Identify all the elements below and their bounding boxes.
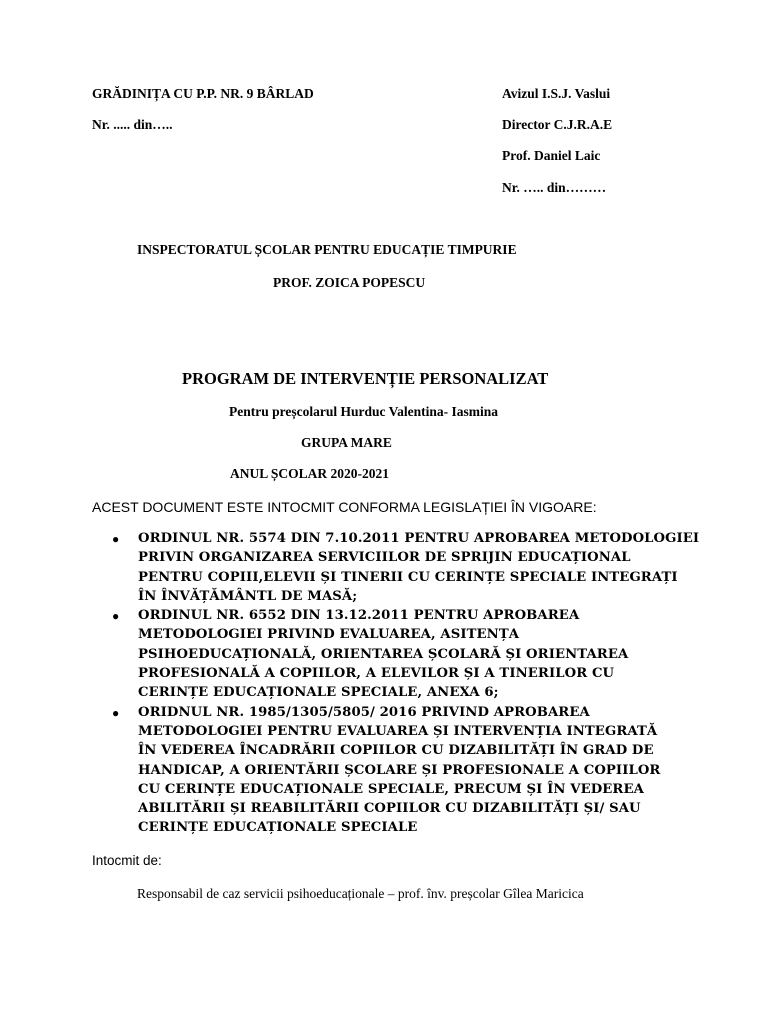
list-item-line: METODOLOGIEI PENTRU EVALUAREA ȘI INTERVENȚIA INTEGRATĂ: [138, 723, 658, 739]
bullet-icon: ●: [112, 705, 120, 720]
list-item-line: CERINȚE EDUCAȚIONALE SPECIALE, ANEXA 6;: [138, 685, 499, 701]
institution-name: GRĂDINIȚA CU P.P. NR. 9 BÂRLAD: [92, 86, 314, 101]
legislation-list: [112, 529, 712, 838]
approval-line: Avizul I.S.J. Vaslui: [502, 86, 611, 101]
list-item-line: ABILITĂRII ȘI REABILITĂRII COPIILOR CU DIZABILITĂȚI ȘI/ SAU: [138, 801, 641, 817]
list-item-line: ORDINUL NR. 6552 DIN 13.12.2011 PENTRU APROBAREA: [138, 608, 580, 624]
legislation-intro: ACEST DOCUMENT ESTE INTOCMIT CONFORMA LEGISLAȚIEI ÎN VIGOARE:: [92, 499, 597, 515]
list-item-line: PENTRU COPIII,ELEVII ȘI TINERII CU CERINȚE SPECIALE INTEGRAȚI: [138, 569, 678, 585]
document-title: PROGRAM DE INTERVENȚIE PERSONALIZAT: [182, 369, 549, 388]
list-item: [112, 606, 712, 702]
inspector-name: PROF. ZOICA POPESCU: [273, 275, 426, 290]
director-name: Prof. Daniel Laic: [502, 148, 601, 163]
approval-number: Nr. ….. din………: [502, 180, 607, 195]
registration-number: Nr. ..... din…..: [92, 117, 173, 132]
school-year-line: ANUL ȘCOLAR 2020-2021: [230, 466, 390, 481]
list-item-line: ORDINUL NR. 5574 DIN 7.10.2011 PENTRU APROBAREA METODOLOGIEI: [138, 531, 700, 546]
bullet-icon: ●: [112, 609, 120, 624]
director-line: Director C.J.R.A.E: [502, 117, 613, 132]
group-line: GRUPA MARE: [301, 435, 392, 450]
list-item-line: ÎN ÎNVĂȚĂMÂNTL DE MASĂ;: [138, 588, 358, 604]
prepared-by-label: Intocmit de:: [92, 853, 162, 868]
list-item-line: METODOLOGIEI PRIVIND EVALUAREA, ASITENȚA: [138, 627, 520, 643]
case-responsible: Responsabil de caz servicii psihoeducaționale – prof. înv. preșcolar Gîlea Maricica: [137, 886, 584, 901]
student-line: Pentru preșcolarul Hurduc Valentina- Iasmina: [229, 404, 499, 419]
list-item-line: CU CERINȚE EDUCAȚIONALE SPECIALE, PRECUM ȘI ÎN VEDEREA: [138, 781, 644, 797]
list-item: [112, 529, 712, 606]
bullet-icon: ●: [112, 532, 120, 546]
list-item: [112, 703, 712, 838]
list-item-line: ORIDNUL NR. 1985/1305/5805/ 2016 PRIVIND APROBAREA: [138, 704, 590, 720]
list-item-line: HANDICAP, A ORIENTĂRII ȘCOLARE ȘI PROFESIONALE A COPIILOR: [138, 762, 661, 778]
inspectorate-name: INSPECTORATUL ȘCOLAR PENTRU EDUCAȚIE TIMPURIE: [137, 242, 517, 257]
list-item-line: CERINȚE EDUCAȚIONALE SPECIALE: [138, 820, 418, 836]
list-item-line: ÎN VEDEREA ÎNCADRĂRII COPIILOR CU DIZABILITĂȚI ÎN GRAD DE: [138, 743, 654, 759]
list-item-line: PRIVIN ORGANIZAREA SERVICIILOR DE SPRIJIN EDUCAȚIONAL: [138, 550, 631, 566]
list-item-line: PROFESIONALĂ A COPIILOR, A ELEVILOR ȘI A TINERILOR CU: [138, 666, 615, 682]
list-item-line: PSIHOEDUCAȚIONALĂ, ORIENTAREA ȘCOLARĂ ȘI ORIENTAREA: [138, 646, 629, 662]
